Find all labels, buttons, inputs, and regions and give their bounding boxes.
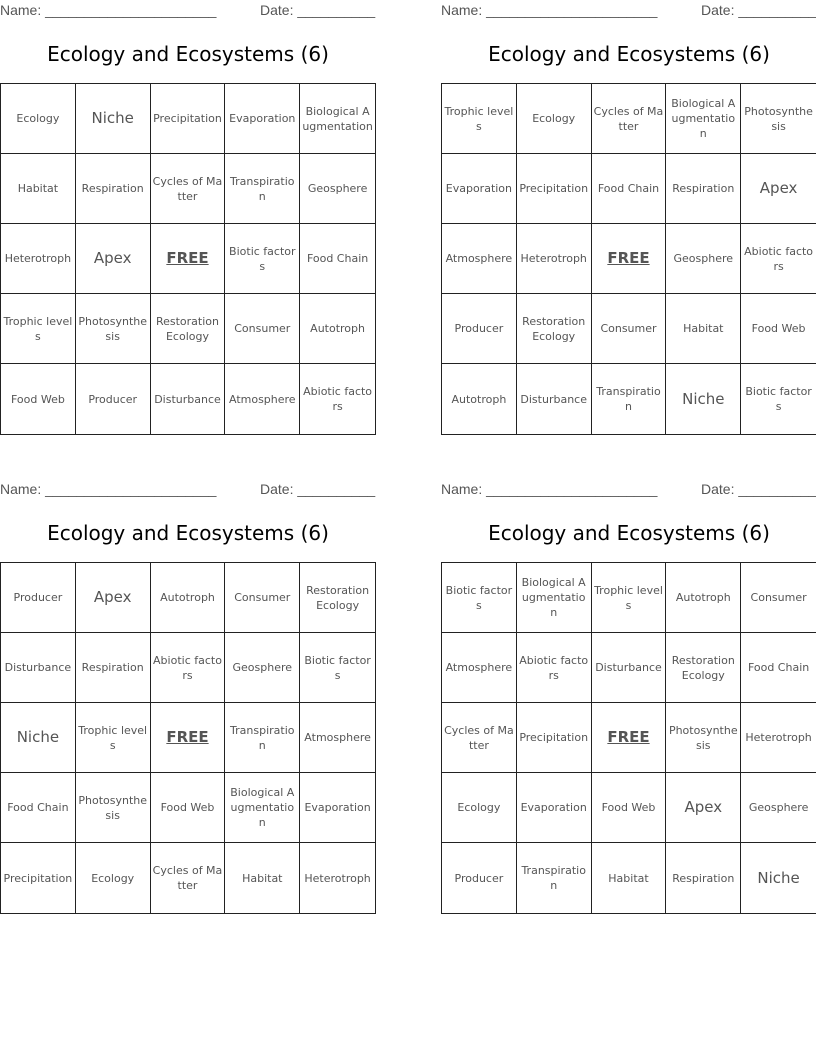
bingo-grid (0, 83, 376, 435)
bingo-card-1 (0, 0, 376, 434)
bingo-cell: Food Web (1, 364, 76, 434)
bingo-cell: Heterotroph (517, 224, 592, 294)
bingo-cell: Ecology (1, 84, 76, 154)
bingo-cell: Food Web (151, 773, 226, 843)
bingo-cell: Biological Augmentation (225, 773, 300, 843)
bingo-cell: Biological Augmentation (666, 84, 741, 154)
card-header (441, 2, 816, 20)
bingo-cell: Photosynthesis (76, 294, 151, 364)
card-title: Ecology and Ecosystems (6) (488, 42, 770, 66)
bingo-card-3 (0, 479, 376, 913)
card-title: Ecology and Ecosystems (6) (47, 521, 329, 545)
bingo-cell: Cycles of Matter (442, 703, 517, 773)
bingo-cell: Transpiration (225, 703, 300, 773)
date-field: Date: __________ (701, 481, 816, 497)
free-space-cell: FREE (151, 224, 226, 294)
bingo-cell: Producer (442, 843, 517, 913)
bingo-cell: Transpiration (592, 364, 667, 434)
bingo-cell: Habitat (666, 294, 741, 364)
bingo-cell: Atmosphere (442, 224, 517, 294)
bingo-cell: Precipitation (1, 843, 76, 913)
bingo-cell: Abiotic factors (151, 633, 226, 703)
bingo-cell: Precipitation (151, 84, 226, 154)
bingo-cell: Cycles of Matter (151, 843, 226, 913)
card-title: Ecology and Ecosystems (6) (488, 521, 770, 545)
card-header (441, 481, 816, 499)
bingo-cell: Autotroph (300, 294, 375, 364)
bingo-cell: Atmosphere (300, 703, 375, 773)
name-field: Name: ______________________ (0, 2, 217, 18)
bingo-cell: Niche (1, 703, 76, 773)
bingo-cell: Atmosphere (225, 364, 300, 434)
bingo-cell: Geosphere (225, 633, 300, 703)
bingo-cell: Habitat (1, 154, 76, 224)
bingo-cell: Evaporation (442, 154, 517, 224)
bingo-cell: Photosynthesis (76, 773, 151, 843)
bingo-cell: Biological Augmentation (517, 563, 592, 633)
bingo-cell: Abiotic factors (303, 385, 373, 413)
bingo-cell: Heterotroph (1, 224, 76, 294)
bingo-cell: Disturbance (517, 364, 592, 434)
bingo-cell: Food Chain (741, 633, 816, 703)
card-header (0, 481, 376, 499)
bingo-cell: Geosphere (300, 154, 375, 224)
bingo-cell: Evaporation (300, 773, 375, 843)
bingo-cell: Trophic levels (76, 703, 151, 773)
bingo-cell: Biotic factors (442, 563, 517, 633)
name-field: Name: ______________________ (0, 481, 217, 497)
bingo-cell: Geosphere (666, 224, 741, 294)
bingo-cell: Evaporation (225, 84, 300, 154)
bingo-cell: Consumer (741, 563, 816, 633)
bingo-cell: Respiration (76, 633, 151, 703)
bingo-cell: Restoration Ecology (151, 294, 226, 364)
bingo-cell: Cycles of Matter (151, 154, 226, 224)
bingo-cell: Respiration (666, 154, 741, 224)
card-header (0, 2, 376, 20)
bingo-cell: Biological Augmentation (300, 84, 375, 154)
bingo-cell: Precipitation (517, 703, 592, 773)
name-field: Name: ______________________ (441, 2, 658, 18)
bingo-cell: Food Chain (592, 154, 667, 224)
bingo-cell: Atmosphere (442, 633, 517, 703)
bingo-cell: Photosynthesis (666, 703, 741, 773)
bingo-cell: Ecology (442, 773, 517, 843)
bingo-cell: Abiotic factors (741, 224, 816, 294)
bingo-cell: Consumer (225, 294, 300, 364)
bingo-cell: Heterotroph (741, 703, 816, 773)
bingo-cell: Abiotic factors (517, 633, 592, 703)
free-space-cell: FREE (151, 703, 226, 773)
name-field: Name: ______________________ (441, 481, 658, 497)
bingo-cell: Producer (1, 563, 76, 633)
bingo-cell: Habitat (592, 843, 667, 913)
date-field: Date: __________ (260, 2, 376, 18)
bingo-cell: Transpiration (517, 843, 592, 913)
bingo-cell: Biotic factors (225, 224, 300, 294)
bingo-cell: Photosynthesis (741, 84, 816, 154)
bingo-cell: Food Chain (300, 224, 375, 294)
bingo-cell: Cycles of Matter (592, 84, 667, 154)
bingo-cell: Trophic levels (442, 84, 517, 154)
bingo-cell: Food Chain (1, 773, 76, 843)
free-space-cell: FREE (592, 224, 667, 294)
bingo-cell: Consumer (225, 563, 300, 633)
bingo-cell: Restoration Ecology (517, 294, 592, 364)
bingo-cell: Apex (76, 224, 151, 294)
free-space-cell: FREE (592, 703, 667, 773)
bingo-cell: Niche (76, 84, 151, 154)
bingo-cell: Apex (666, 773, 741, 843)
bingo-cell: Respiration (76, 154, 151, 224)
date-field: Date: __________ (260, 481, 376, 497)
date-field: Date: __________ (701, 2, 816, 18)
bingo-grid (441, 83, 816, 435)
card-title: Ecology and Ecosystems (6) (47, 42, 329, 66)
bingo-cell: Autotroph (151, 563, 226, 633)
bingo-cell: Transpiration (225, 154, 300, 224)
bingo-cell: Niche (666, 364, 741, 434)
bingo-cell: Ecology (517, 84, 592, 154)
bingo-cell: Respiration (666, 843, 741, 913)
bingo-cell: Disturbance (592, 633, 667, 703)
bingo-cell: Apex (76, 563, 151, 633)
bingo-cell: Disturbance (151, 364, 226, 434)
bingo-cell: Consumer (592, 294, 667, 364)
bingo-cell: Evaporation (517, 773, 592, 843)
bingo-cell: Apex (741, 154, 816, 224)
bingo-cell: Habitat (225, 843, 300, 913)
bingo-cell: Restoration Ecology (300, 563, 375, 633)
bingo-cell: Trophic levels (1, 294, 76, 364)
bingo-cell: Geosphere (741, 773, 816, 843)
bingo-cell: Food Web (741, 294, 816, 364)
bingo-cell: Producer (442, 294, 517, 364)
bingo-cell: Trophic levels (592, 563, 667, 633)
bingo-card-2 (441, 0, 816, 434)
bingo-cell: Heterotroph (304, 871, 371, 885)
bingo-card-4 (441, 479, 816, 913)
bingo-cell: Disturbance (1, 633, 76, 703)
bingo-cell: Autotroph (442, 364, 517, 434)
bingo-cell: Precipitation (517, 154, 592, 224)
bingo-cell: Food Web (592, 773, 667, 843)
bingo-grid (441, 562, 816, 914)
bingo-cell: Biotic factors (300, 633, 375, 703)
bingo-grid (0, 562, 376, 914)
bingo-cell: Ecology (76, 843, 151, 913)
bingo-cell: Restoration Ecology (666, 633, 741, 703)
bingo-cell: Autotroph (666, 563, 741, 633)
bingo-cell: Niche (757, 868, 800, 887)
bingo-cell: Biotic factors (745, 385, 812, 413)
bingo-cell: Producer (76, 364, 151, 434)
